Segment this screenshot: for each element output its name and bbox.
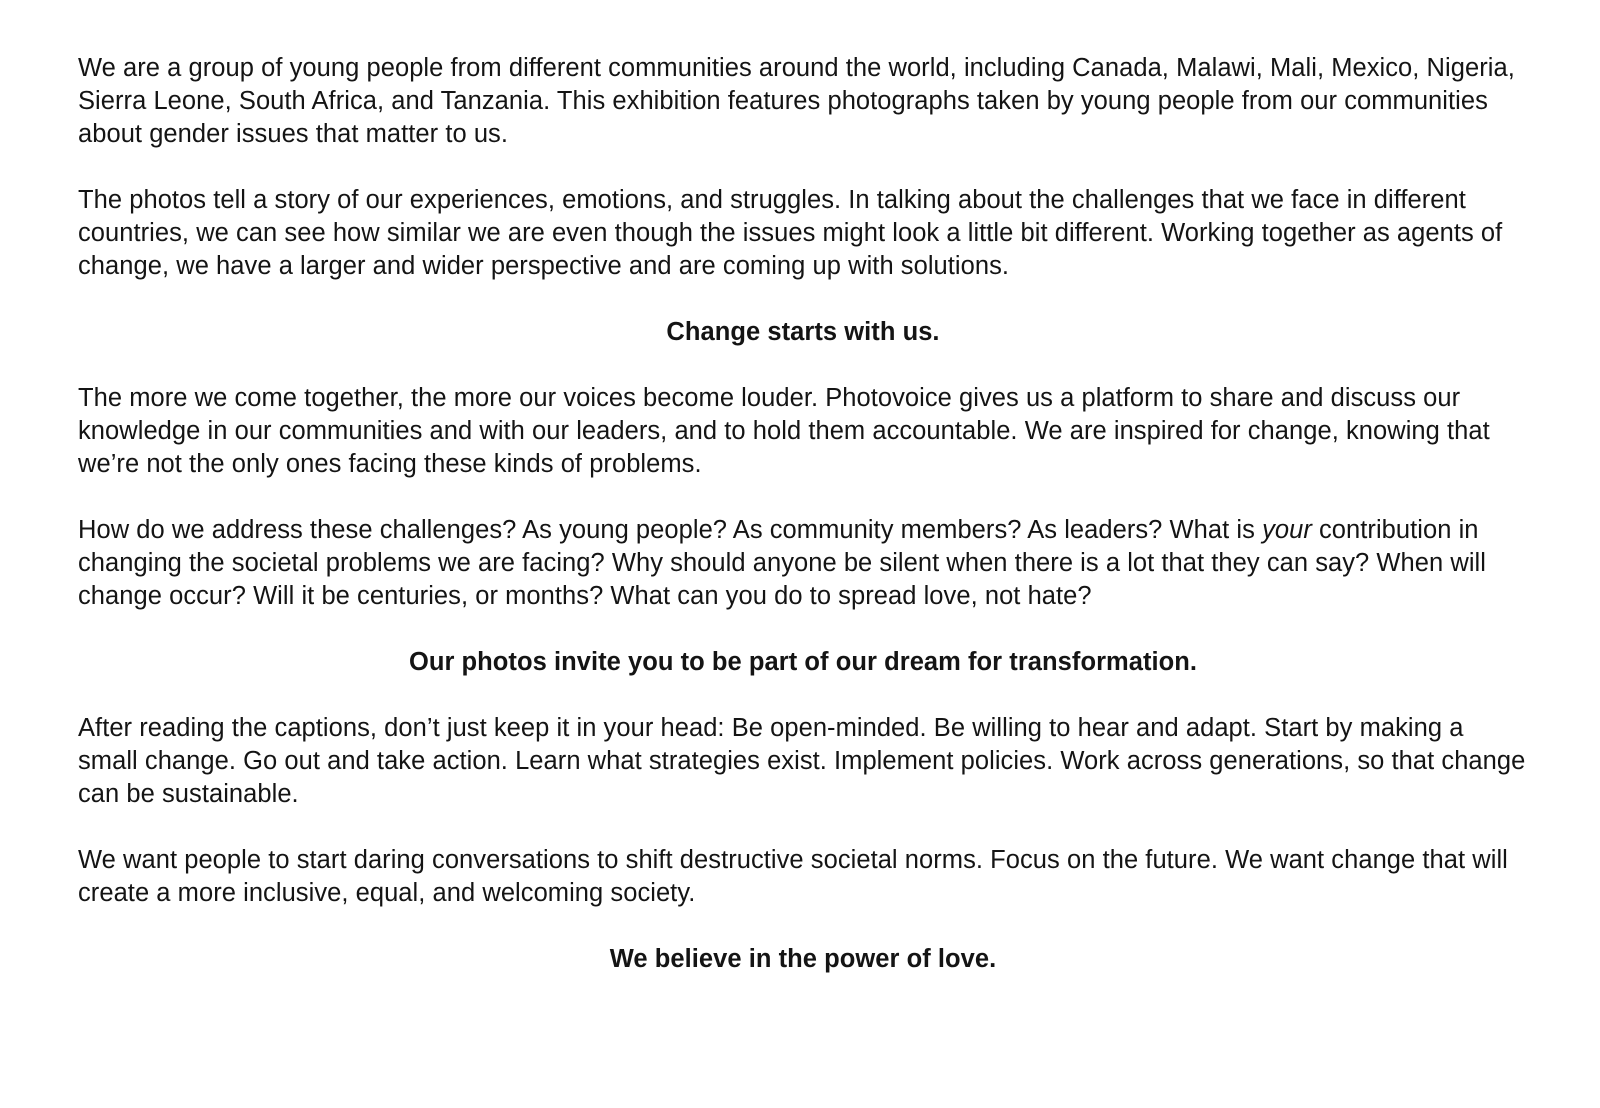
conversations-paragraph: We want people to start daring conversations to shift destructive societal norms. Focus on the future. We want change that will create a more inclusive, equal, and welcoming society. — [78, 846, 1508, 907]
questions-paragraph — [78, 514, 1528, 613]
document-page — [78, 52, 1528, 976]
questions-text-before: How do we address these challenges? As young people? As community members? As leaders? What is — [78, 516, 1263, 544]
intro-paragraph: We are a group of young people from different communities around the world, including Canada, Malawi, Mali, Mexico, Nigeria, Sierra Leone, South Africa, and Tanzania. This exhibition features photographs taken by young people from our communities about gender issues that matter to us. — [78, 54, 1515, 148]
heading-power-of-love: We believe in the power of love. — [609, 945, 997, 973]
heading-invitation: Our photos invite you to be part of our dream for transformation. — [408, 648, 1198, 676]
questions-emphasis: your — [1262, 516, 1312, 544]
photos-story-paragraph: The photos tell a story of our experiences, emotions, and struggles. In talking about the challenges that we face in different countries, we can see how similar we are even though the issues might look a little bit different. Working together as agents of change, we have a larger and wider perspective and are coming up with solutions. — [78, 186, 1503, 280]
heading-change-starts: Change starts with us. — [666, 318, 940, 346]
voices-paragraph: The more we come together, the more our voices become louder. Photovoice gives us a platform to share and discuss our knowledge in our communities and with our leaders, and to hold them accountable. We are inspired for change, knowing that we’re not the only ones facing these kinds of problems. — [78, 384, 1490, 478]
questions-text-after: contribution in changing the societal problems we are facing? Why should anyone be silent when there is a lot that they can say? When will change occur? Will it be centuries, or months? What can you do to spread love, not hate? — [78, 516, 1486, 610]
call-to-action-paragraph: After reading the captions, don’t just keep it in your head: Be open-minded. Be willing to hear and adapt. Start by making a small change. Go out and take action. Learn what strategies exist. Implement policies. Work across generations, so that change can be sustainable. — [78, 714, 1526, 808]
